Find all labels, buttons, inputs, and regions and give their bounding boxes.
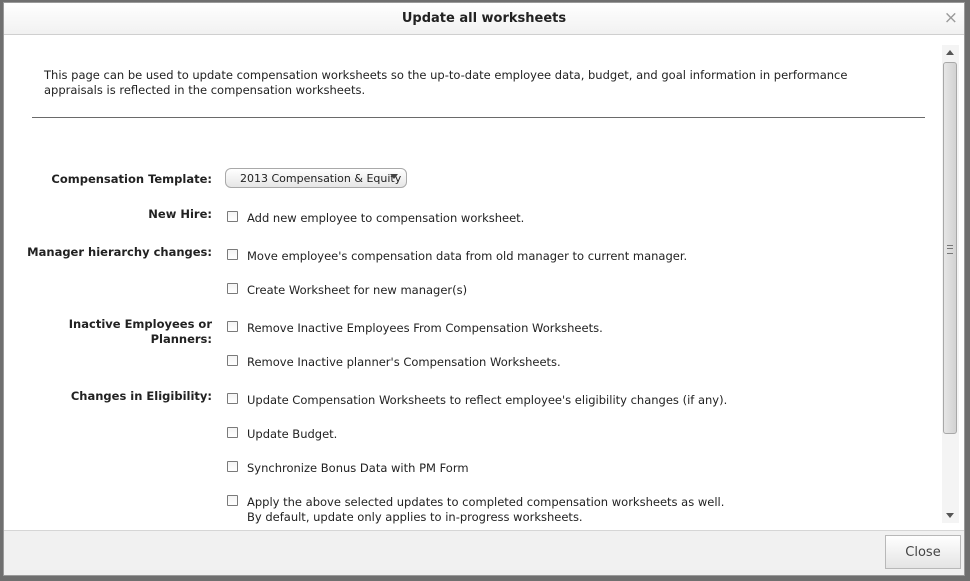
compensation-template-label: Compensation Template: bbox=[51, 172, 212, 186]
sync-bonus-checkbox[interactable] bbox=[227, 461, 238, 472]
move-comp-data-text: Move employee's compensation data from old manager to current manager. bbox=[247, 249, 688, 263]
inactive-label bbox=[4, 317, 212, 347]
scroll-down-arrow-icon[interactable] bbox=[946, 513, 954, 518]
add-new-employee-checkbox[interactable] bbox=[227, 211, 238, 222]
dialog-footer bbox=[4, 530, 964, 575]
create-worksheet-text: Create Worksheet for new manager(s) bbox=[247, 283, 468, 297]
remove-inactive-employees-checkbox[interactable] bbox=[227, 321, 238, 332]
grip-icon bbox=[947, 245, 953, 254]
apply-completed-text bbox=[247, 495, 724, 525]
add-new-employee-text: Add new employee to compensation worksheet. bbox=[247, 211, 525, 225]
update-budget-text: Update Budget. bbox=[247, 427, 338, 441]
inactive-label-line1: Inactive Employees or bbox=[68, 317, 212, 331]
dialog-title: Update all worksheets bbox=[401, 11, 567, 26]
update-budget-checkbox[interactable] bbox=[227, 427, 238, 438]
inactive-label-line2: Planners: bbox=[150, 332, 212, 346]
dialog-content bbox=[4, 35, 944, 525]
compensation-template-select[interactable] bbox=[225, 168, 407, 188]
divider bbox=[32, 117, 925, 118]
apply-completed-checkbox[interactable] bbox=[227, 495, 238, 506]
dialog-titlebar bbox=[4, 3, 964, 35]
sync-bonus-text: Synchronize Bonus Data with PM Form bbox=[247, 461, 469, 475]
new-hire-label: New Hire: bbox=[148, 207, 212, 221]
move-comp-data-checkbox[interactable] bbox=[227, 249, 238, 260]
vertical-scrollbar[interactable] bbox=[942, 45, 959, 523]
scroll-up-arrow-icon[interactable] bbox=[946, 50, 954, 55]
remove-inactive-employees-text: Remove Inactive Employees From Compensation Worksheets. bbox=[247, 321, 603, 335]
close-button[interactable]: Close bbox=[885, 535, 961, 569]
scrollbar-thumb[interactable] bbox=[943, 62, 957, 434]
chevron-down-icon bbox=[390, 174, 398, 179]
apply-completed-line1: Apply the above selected updates to completed compensation worksheets as well. bbox=[247, 495, 725, 509]
remove-inactive-planners-checkbox[interactable] bbox=[227, 355, 238, 366]
update-eligibility-checkbox[interactable] bbox=[227, 393, 238, 404]
manager-hierarchy-label: Manager hierarchy changes: bbox=[27, 245, 212, 259]
create-worksheet-checkbox[interactable] bbox=[227, 283, 238, 294]
apply-completed-line2: By default, update only applies to in-progress worksheets. bbox=[247, 510, 583, 524]
remove-inactive-planners-text: Remove Inactive planner's Compensation Worksheets. bbox=[247, 355, 561, 369]
close-icon[interactable]: × bbox=[943, 8, 958, 28]
update-worksheets-dialog bbox=[3, 2, 965, 576]
eligibility-label: Changes in Eligibility: bbox=[70, 389, 212, 403]
page-description: This page can be used to update compensation worksheets so the up-to-date employee data, budget, and goal information in performance appraisals is reflected in the compensation worksheets. bbox=[44, 68, 848, 97]
compensation-template-value: 2013 Compensation & Equity bbox=[240, 172, 402, 185]
update-eligibility-text: Update Compensation Worksheets to reflect employee's eligibility changes (if any). bbox=[247, 393, 728, 407]
